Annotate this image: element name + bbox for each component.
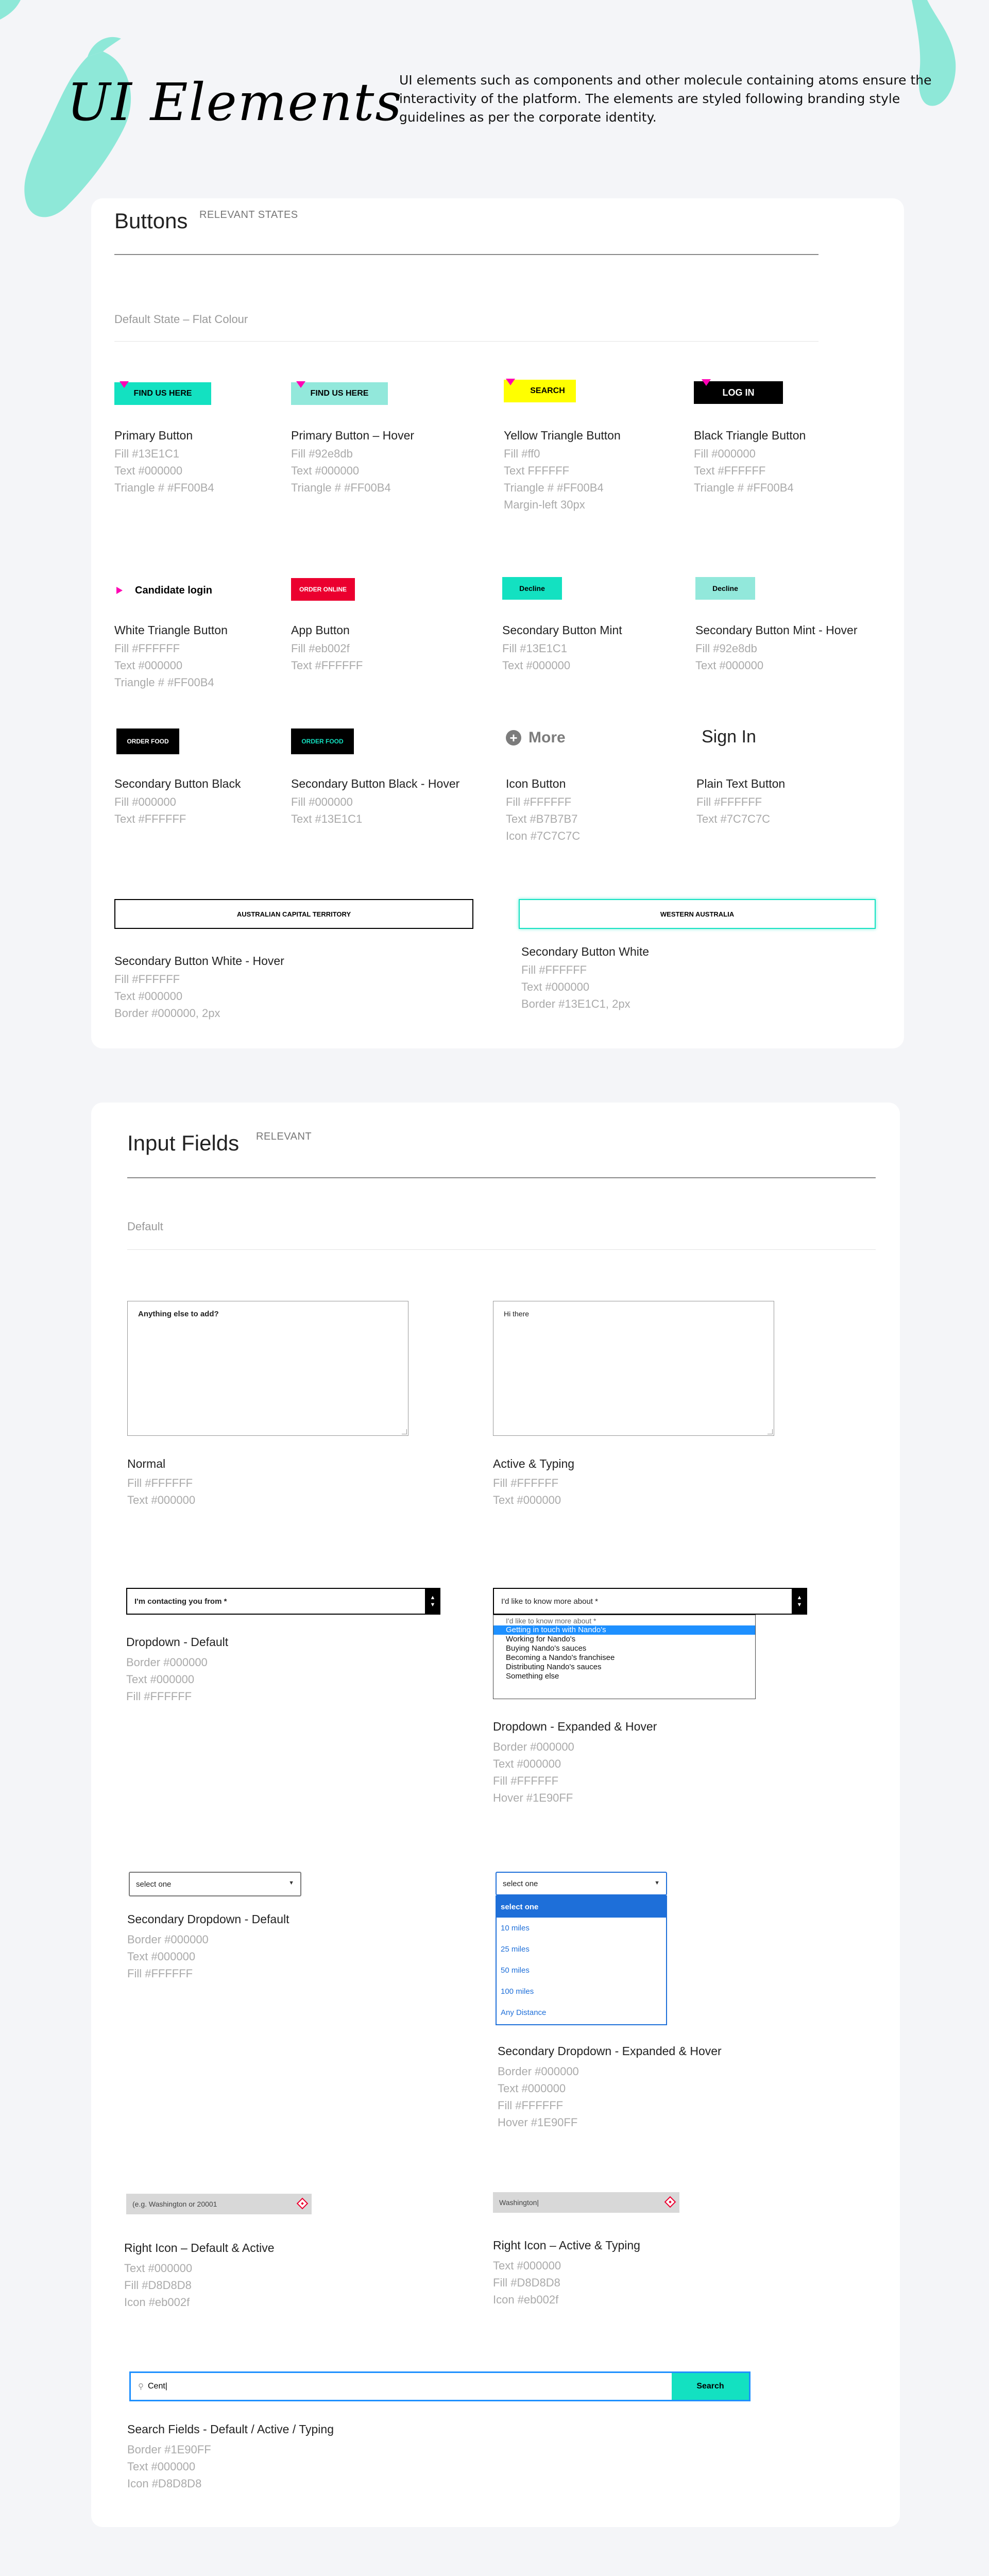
dropdown-option[interactable]: 25 miles [501,1945,530,1954]
button-name: Secondary Button White [521,945,650,958]
triangle-right-icon [116,587,123,594]
yellow-triangle-button[interactable]: SEARCH [504,380,576,402]
dropdown-option-hover[interactable]: Getting in touch with Nando's [493,1625,755,1635]
inputs-section-subtitle: RELEVANT [256,1131,312,1142]
dropdown-option[interactable]: 100 miles [501,1987,534,1996]
triangle-icon [296,381,305,388]
dropdown-option[interactable]: I'd like to know more about * [506,1617,596,1625]
input-name: Normal [127,1457,166,1470]
black-triangle-button[interactable]: LOG IN [694,381,783,404]
button-name: Plain Text Button [696,777,786,790]
button-specs: Fill #ff0 Text FFFFFF Triangle # #FF00B4 Margin-left 30px [504,447,604,511]
button-name: Secondary Button Black [114,777,241,790]
input-name: Search Fields - Default / Active / Typing [127,2422,334,2436]
app-button[interactable]: ORDER ONLINE [291,578,355,601]
textarea-normal[interactable]: Anything else to add? [127,1301,408,1436]
dropdown-arrows-icon: ▲ ▼ [792,1588,807,1615]
dropdown-option[interactable]: Becoming a Nando's franchisee [506,1653,615,1662]
button-specs: Fill #FFFFFF Text #000000 Border #13E1C1, 2px [521,963,630,1010]
button-specs: Fill #13E1C1 Text #000000 Triangle # #FF00B4 [114,447,214,494]
secondary-button-black[interactable]: ORDER FOOD [116,728,179,754]
dropdown-option[interactable]: Any Distance [501,2008,547,2017]
dropdown-option[interactable]: 10 miles [501,1924,530,1933]
dropdown-option[interactable]: Working for Nando's [506,1635,576,1643]
search-input-value: Cent| [148,2382,167,2391]
inputs-group-divider [127,1249,876,1250]
input-specs: Border #000000 Text #000000 Fill #FFFFFF Hover #1E90FF [498,2065,579,2129]
white-triangle-button[interactable]: Candidate login [114,581,223,600]
inputs-divider [127,1177,876,1178]
plus-circle-icon: + [506,730,521,745]
input-specs: Border #1E90FF Text #000000 Icon #D8D8D8 [127,2443,211,2490]
button-name: Secondary Button Black - Hover [291,777,460,790]
button-specs: Fill #13E1C1 Text #000000 [502,642,571,672]
buttons-group-divider [114,341,819,342]
triangle-icon [120,381,129,388]
search-field[interactable] [129,2371,751,2401]
location-pin-icon[interactable] [664,2196,676,2208]
button-name: App Button [291,623,350,637]
triangle-icon [506,379,515,385]
dropdown-option[interactable]: Buying Nando's sauces [506,1644,587,1653]
secondary-dropdown-expanded[interactable]: select one ▼ [496,1872,667,1895]
button-specs: Fill #92e8db Text #000000 Triangle # #FF00B4 [291,447,391,494]
plain-text-button[interactable]: Sign In [702,726,769,747]
icon-button[interactable] [506,727,578,748]
button-specs: Fill #FFFFFF Text #B7B7B7 Icon #7C7C7C [506,795,581,842]
button-specs: Fill #000000 Text #FFFFFF Triangle # #FF00B4 [694,447,794,494]
button-name: Black Triangle Button [694,429,806,442]
input-name: Right Icon – Active & Typing [493,2239,640,2252]
textarea-active[interactable]: Hi there [493,1301,774,1436]
input-name: Dropdown - Default [126,1635,229,1649]
secondary-button-mint[interactable]: Decline [502,577,562,600]
button-specs: Fill #92e8db Text #000000 [695,642,764,672]
dropdown-option[interactable]: Something else [506,1672,559,1681]
input-specs: Fill #FFFFFF Text #000000 [493,1477,561,1506]
button-specs: Fill #000000 Text #FFFFFF [114,795,186,825]
secondary-button-black-hover[interactable]: ORDER FOOD [291,728,354,754]
buttons-section-subtitle: RELEVANT STATES [199,209,298,221]
search-button[interactable]: Search [672,2373,749,2400]
button-specs: Fill #eb002f Text #FFFFFF [291,642,363,672]
primary-button-hover[interactable]: FIND US HERE [291,382,388,405]
input-specs: Fill #FFFFFF Text #000000 [127,1477,196,1506]
buttons-section-title: Buttons [114,209,188,233]
input-specs: Text #000000 Fill #D8D8D8 Icon #eb002f [493,2259,561,2306]
resize-handle[interactable] [768,1429,773,1434]
buttons-group-label: Default State – Flat Colour [114,313,248,326]
button-name: White Triangle Button [114,623,228,637]
dropdown-arrows-icon: ▲ ▼ [425,1588,440,1615]
button-name: Primary Button [114,429,193,442]
inputs-section-title: Input Fields [127,1131,240,1155]
input-name: Secondary Dropdown - Expanded & Hover [498,2044,722,2058]
search-icon: ⚲ [138,2382,144,2391]
input-specs: Border #000000 Text #000000 Fill #FFFFFF [126,1656,208,1703]
input-name: Right Icon – Default & Active [124,2241,275,2255]
inputs-group-label: Default [127,1220,163,1233]
caret-down-icon: ▼ [654,1880,660,1886]
dropdown-option[interactable]: Distributing Nando's sauces [506,1663,602,1671]
secondary-button-white[interactable]: WESTERN AUSTRALIA [519,899,876,929]
page-title: UI Elements [67,72,403,132]
input-specs: Text #000000 Fill #D8D8D8 Icon #eb002f [124,2262,193,2309]
triangle-icon [702,379,711,386]
input-name: Secondary Dropdown - Default [127,1912,289,1926]
button-name: Icon Button [506,777,566,790]
button-specs: Fill #FFFFFF Text #7C7C7C [696,795,771,825]
button-name: Secondary Button Mint [502,623,622,637]
dropdown-expanded[interactable]: I'd like to know more about * ▲ ▼ [493,1588,807,1615]
primary-button[interactable] [114,382,211,405]
location-pin-icon[interactable] [297,2198,309,2210]
input-name: Dropdown - Expanded & Hover [493,1720,657,1733]
caret-down-icon: ▼ [288,1880,294,1886]
secondary-dropdown-options [496,1895,667,2025]
button-name: Secondary Button Mint - Hover [695,623,858,637]
primary-button-label: FIND US HERE [133,389,192,398]
icon-button-label: More [528,729,566,746]
right-icon-input-active[interactable]: Washington| [493,2192,679,2213]
button-specs: Fill #FFFFFF Text #000000 Triangle # #FF00B4 [114,642,214,689]
dropdown-default[interactable]: I'm contacting you from * ▲ ▼ [126,1588,440,1615]
input-specs: Border #000000 Text #000000 Fill #FFFFFF [127,1933,209,1980]
chili-blob-top-left [0,0,31,21]
right-icon-input-default[interactable]: (e.g. Washington or 20001 [126,2194,312,2214]
button-name: Yellow Triangle Button [504,429,621,442]
dropdown-option-hover[interactable]: select one [497,1896,666,1918]
button-specs: Fill #000000 Text #13E1C1 [291,795,363,825]
secondary-button-white-hover[interactable]: AUSTRALIAN CAPITAL TERRITORY [114,899,473,929]
secondary-dropdown-default[interactable]: select one ▼ [129,1872,301,1896]
button-name: Secondary Button White - Hover [114,954,284,968]
input-specs: Border #000000 Text #000000 Fill #FFFFFF Hover #1E90FF [493,1740,574,1804]
input-name: Active & Typing [493,1457,575,1470]
dropdown-option[interactable]: 50 miles [501,1966,530,1975]
secondary-button-mint-hover[interactable]: Decline [695,577,755,600]
dropdown-options [493,1615,756,1699]
resize-handle[interactable] [402,1429,407,1434]
button-specs: Fill #FFFFFF Text #000000 Border #000000, 2px [114,973,220,1020]
button-name: Primary Button – Hover [291,429,415,442]
page-intro: UI elements such as components and other molecule containing atoms ensure the interactivity of the platform. The elements are styled following branding style guidelines as per the corporate identity. [399,73,932,125]
buttons-divider [114,254,819,255]
